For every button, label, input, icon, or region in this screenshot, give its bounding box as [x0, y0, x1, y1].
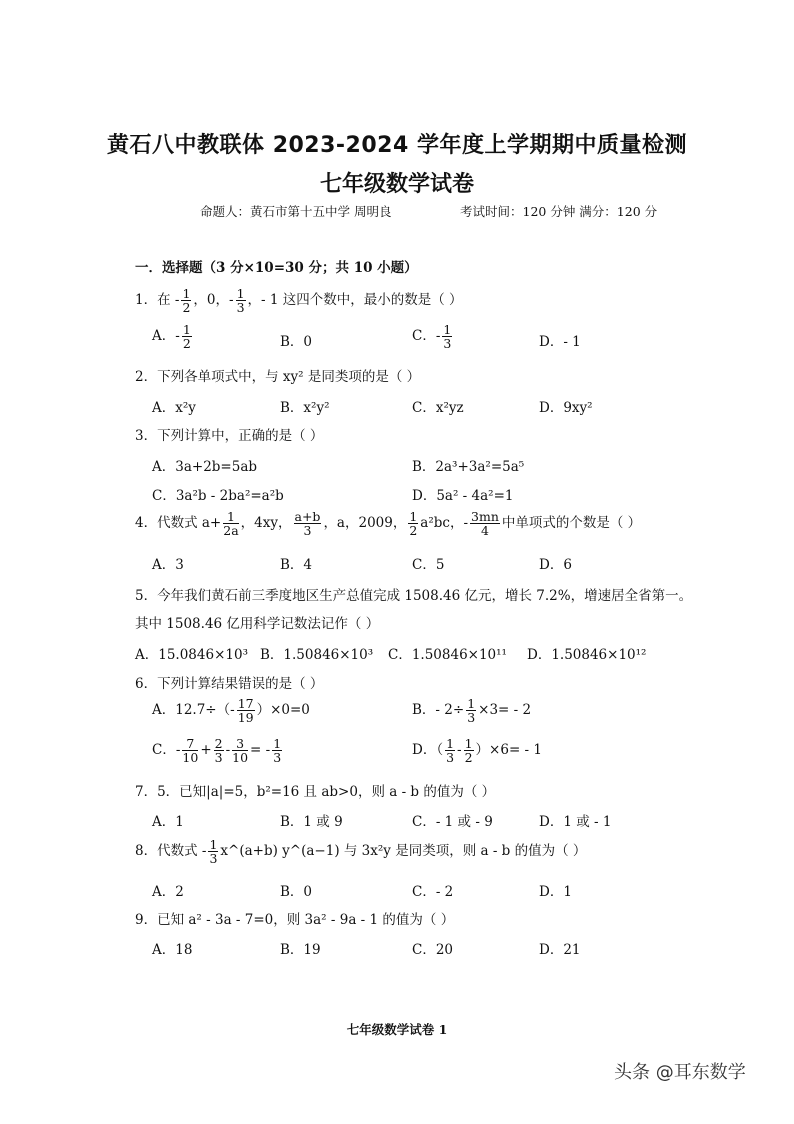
- q5-option-c[interactable]: C．1.50846×10¹¹: [388, 647, 507, 663]
- q6-option-d[interactable]: D．（ $\frac{1}{3}$ - $\frac{1}{2}$ ）×6= - 1: [412, 736, 542, 766]
- q1-option-a[interactable]: A．- $\frac{1}{2}$: [152, 322, 191, 352]
- question-5-line-1: 5．今年我们黄石前三季度地区生产总值完成 1508.46 亿元，增长 7.2%，增速居全省第一。: [135, 588, 693, 604]
- q9-option-d[interactable]: D．21: [539, 942, 581, 958]
- q4-option-a[interactable]: A．3: [152, 557, 184, 573]
- q7-option-a[interactable]: A．1: [152, 814, 184, 830]
- q1-option-d[interactable]: D．- 1: [539, 334, 581, 350]
- q5-option-d[interactable]: D．1.50846×10¹²: [527, 647, 647, 663]
- author-line: 命题人：黄石市第十五中学 周明良: [200, 204, 392, 219]
- q9-option-c[interactable]: C．20: [412, 942, 454, 958]
- question-2: 2．下列各单项式中，与 xy² 是同类项的是（ ）: [135, 369, 421, 385]
- q3-option-d[interactable]: D．5a² - 4a²=1: [412, 488, 514, 504]
- question-7: 7．5．已知|a|=5，b²=16 且 ab>0，则 a - b 的值为（ ）: [135, 784, 496, 800]
- q6-option-a[interactable]: A．12.7÷（- $\frac{17}{19}$ ）×0=0: [152, 696, 310, 726]
- q1-option-c[interactable]: C．- $\frac{1}{3}$: [412, 322, 452, 352]
- q9-option-b[interactable]: B．19: [280, 942, 321, 958]
- q4-option-b[interactable]: B．4: [280, 557, 313, 573]
- q2-option-c[interactable]: C．x²yz: [412, 400, 464, 416]
- q5-option-b[interactable]: B．1.50846×10³: [260, 647, 374, 663]
- q5-option-a[interactable]: A．15.0846×10³: [135, 647, 248, 663]
- q2-option-a[interactable]: A．x²y: [152, 400, 196, 416]
- section-heading: 一．选择题（3 分×10=30 分；共 10 小题）: [135, 260, 418, 276]
- q7-option-c[interactable]: C．- 1 或 - 9: [412, 814, 493, 830]
- q8-option-c[interactable]: C．- 2: [412, 884, 454, 900]
- exam-info: 考试时间：120 分钟 满分：120 分: [460, 204, 658, 219]
- page-footer: 七年级数学试卷 1: [346, 1022, 448, 1037]
- q8-option-b[interactable]: B．0: [280, 884, 313, 900]
- question-1: 1．在 - $\frac{1}{2}$ ，0，- $\frac{1}{3}$ ，- 1 这四个数中，最小的数是（ ）: [135, 286, 463, 316]
- question-8: 8．代数式 - $\frac{1}{3}$ x^(a+b) y^(a−1) 与 3x²y 是同类项，则 a - b 的值为（ ）: [135, 837, 587, 867]
- q4-option-d[interactable]: D．6: [539, 557, 572, 573]
- exam-title: 黄石八中教联体 2023-2024 学年度上学期期中质量检测: [107, 133, 687, 158]
- q3-option-b[interactable]: B．2a³+3a²=5a⁵: [412, 459, 525, 475]
- question-4: 4．代数式 a+ $\frac{1}{2a}$ ，4xy， $\frac{a+b}{3}$ ，a，2009， $\frac{1}{2}$ a²bc，- $\frac{3mn}{4}$ 中单项式的个数是（ ）: [135, 509, 642, 539]
- q7-option-d[interactable]: D．1 或 - 1: [539, 814, 612, 830]
- q9-option-a[interactable]: A．18: [152, 942, 193, 958]
- q8-option-d[interactable]: D．1: [539, 884, 572, 900]
- watermark: 头条 @耳东数学: [614, 1062, 746, 1083]
- question-3: 3．下列计算中，正确的是（ ）: [135, 428, 324, 444]
- q8-option-a[interactable]: A．2: [152, 884, 184, 900]
- exam-subtitle: 七年级数学试卷: [319, 172, 474, 197]
- q7-option-b[interactable]: B．1 或 9: [280, 814, 343, 830]
- q6-option-c[interactable]: C．- $\frac{7}{10}$ + $\frac{2}{3}$ - $\frac{3}{10}$ = - $\frac{1}{3}$: [152, 736, 282, 766]
- question-5-line-2: 其中 1508.46 亿用科学记数法记作（ ）: [135, 616, 380, 632]
- q3-option-a[interactable]: A．3a+2b=5ab: [152, 459, 258, 475]
- q3-option-c[interactable]: C．3a²b - 2ba²=a²b: [152, 488, 284, 504]
- question-6: 6．下列计算结果错误的是（ ）: [135, 676, 324, 692]
- q6-option-b[interactable]: B．- 2÷ $\frac{1}{3}$ ×3= - 2: [412, 696, 532, 726]
- q4-option-c[interactable]: C．5: [412, 557, 445, 573]
- q1-option-b[interactable]: B．0: [280, 334, 313, 350]
- question-9: 9．已知 a² - 3a - 7=0，则 3a² - 9a - 1 的值为（ ）: [135, 912, 455, 928]
- q2-option-d[interactable]: D．9xy²: [539, 400, 593, 416]
- q2-option-b[interactable]: B．x²y²: [280, 400, 330, 416]
